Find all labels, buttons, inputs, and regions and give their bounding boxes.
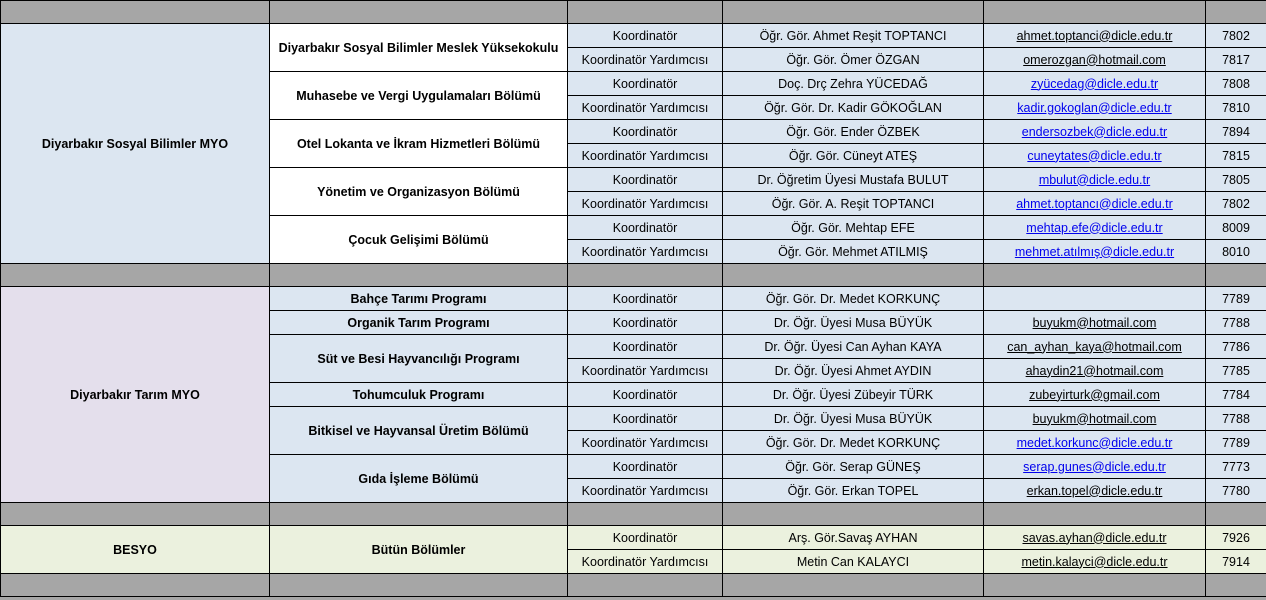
role-cell: Koordinatör Yardımcısı (568, 192, 723, 216)
email-cell[interactable] (984, 431, 1206, 455)
program-cell: Bitkisel ve Hayvansal Üretim Bölümü (270, 407, 568, 455)
ext-cell: 7802 (1206, 192, 1266, 216)
email-link[interactable]: buyukm@hotmail.com (1032, 411, 1157, 426)
table-row (1, 24, 1266, 48)
email-cell[interactable] (984, 192, 1206, 216)
program-cell: Organik Tarım Programı (270, 311, 568, 335)
role-cell: Koordinatör Yardımcısı (568, 359, 723, 383)
email-link[interactable]: endersozbek@dicle.edu.tr (1021, 124, 1168, 139)
person-cell: Öğr. Gör. Mehtap EFE (723, 216, 984, 240)
email-cell[interactable] (984, 407, 1206, 431)
role-cell: Koordinatör (568, 383, 723, 407)
person-cell: Öğr. Gör. Ahmet Reşit TOPTANCI (723, 24, 984, 48)
email-link[interactable]: ahmet.toptancı@dicle.edu.tr (1016, 196, 1173, 211)
email-cell[interactable] (984, 479, 1206, 503)
role-cell: Koordinatör (568, 335, 723, 359)
email-link[interactable]: mbulut@dicle.edu.tr (1038, 172, 1151, 187)
email-cell[interactable] (984, 24, 1206, 48)
role-cell: Koordinatör (568, 24, 723, 48)
person-cell: Öğr. Gör. Serap GÜNEŞ (723, 455, 984, 479)
person-cell: Dr. Öğr. Üyesi Musa BÜYÜK (723, 407, 984, 431)
email-cell[interactable] (984, 48, 1206, 72)
email-link[interactable]: ahaydin21@hotmail.com (1025, 363, 1164, 378)
person-cell: Öğr. Gör. Dr. Medet KORKUNÇ (723, 431, 984, 455)
person-cell: Öğr. Gör. Ömer ÖZGAN (723, 48, 984, 72)
ext-cell: 7789 (1206, 431, 1266, 455)
email-cell[interactable] (984, 383, 1206, 407)
program-cell: Bütün Bölümler (270, 526, 568, 574)
program-cell: Çocuk Gelişimi Bölümü (270, 216, 568, 264)
separator-row (1, 574, 1266, 597)
email-link[interactable]: buyukm@hotmail.com (1032, 315, 1157, 330)
email-cell[interactable] (984, 240, 1206, 264)
ext-cell: 7786 (1206, 335, 1266, 359)
email-cell[interactable] (984, 168, 1206, 192)
email-cell[interactable] (984, 526, 1206, 550)
ext-cell: 7815 (1206, 144, 1266, 168)
person-cell: Dr. Öğr. Üyesi Zübeyir TÜRK (723, 383, 984, 407)
email-link[interactable]: kadir.gokoglan@dicle.edu.tr (1017, 100, 1172, 115)
email-cell[interactable] (984, 72, 1206, 96)
role-cell: Koordinatör (568, 311, 723, 335)
program-cell: Otel Lokanta ve İkram Hizmetleri Bölümü (270, 120, 568, 168)
ext-cell: 7926 (1206, 526, 1266, 550)
role-cell: Koordinatör (568, 168, 723, 192)
ext-cell: 7802 (1206, 24, 1266, 48)
person-cell: Dr. Öğr. Üyesi Ahmet AYDIN (723, 359, 984, 383)
unit-cell: Diyarbakır Tarım MYO (1, 287, 270, 503)
email-link[interactable]: can_ayhan_kaya@hotmail.com (1007, 339, 1182, 354)
role-cell: Koordinatör Yardımcısı (568, 550, 723, 574)
email-link[interactable]: erkan.topel@dicle.edu.tr (1026, 483, 1163, 498)
ext-cell: 7894 (1206, 120, 1266, 144)
email-link[interactable]: omerozgan@hotmail.com (1023, 52, 1166, 67)
table-row (1, 287, 1266, 311)
table-row (1, 526, 1266, 550)
person-cell: Öğr. Gör. Ender ÖZBEK (723, 120, 984, 144)
program-cell: Bahçe Tarımı Programı (270, 287, 568, 311)
unit-cell: BESYO (1, 526, 270, 574)
separator-row (1, 503, 1266, 526)
role-cell: Koordinatör Yardımcısı (568, 479, 723, 503)
email-link[interactable]: zyücedag@dicle.edu.tr (1030, 76, 1159, 91)
ext-cell: 7914 (1206, 550, 1266, 574)
role-cell: Koordinatör (568, 526, 723, 550)
role-cell: Koordinatör (568, 120, 723, 144)
person-cell: Metin Can KALAYCI (723, 550, 984, 574)
person-cell: Dr. Öğretim Üyesi Mustafa BULUT (723, 168, 984, 192)
ext-cell: 7785 (1206, 359, 1266, 383)
role-cell: Koordinatör Yardımcısı (568, 431, 723, 455)
role-cell: Koordinatör (568, 455, 723, 479)
email-link[interactable]: medet.korkunc@dicle.edu.tr (1016, 435, 1173, 450)
email-link[interactable]: ahmet.toptanci@dicle.edu.tr (1016, 28, 1173, 43)
email-cell[interactable] (984, 335, 1206, 359)
person-cell: Öğr. Gör. Dr. Medet KORKUNÇ (723, 287, 984, 311)
email-cell[interactable] (984, 311, 1206, 335)
person-cell: Öğr. Gör. Dr. Kadir GÖKOĞLAN (723, 96, 984, 120)
email-link[interactable]: cuneytates@dicle.edu.tr (1027, 148, 1162, 163)
unit-cell: Diyarbakır Sosyal Bilimler MYO (1, 24, 270, 264)
email-cell[interactable] (984, 144, 1206, 168)
role-cell: Koordinatör (568, 287, 723, 311)
program-cell: Süt ve Besi Hayvancılığı Programı (270, 335, 568, 383)
ext-cell: 8010 (1206, 240, 1266, 264)
separator-row (1, 1, 1266, 24)
person-cell: Arş. Gör.Savaş AYHAN (723, 526, 984, 550)
ext-cell: 7784 (1206, 383, 1266, 407)
ext-cell: 7780 (1206, 479, 1266, 503)
role-cell: Koordinatör Yardımcısı (568, 96, 723, 120)
email-cell[interactable] (984, 287, 1206, 311)
person-cell: Öğr. Gör. A. Reşit TOPTANCI (723, 192, 984, 216)
ext-cell: 7789 (1206, 287, 1266, 311)
person-cell: Doç. Drç Zehra YÜCEDAĞ (723, 72, 984, 96)
person-cell: Öğr. Gör. Cüneyt ATEŞ (723, 144, 984, 168)
email-cell[interactable] (984, 120, 1206, 144)
role-cell: Koordinatör Yardımcısı (568, 48, 723, 72)
ext-cell: 7810 (1206, 96, 1266, 120)
person-cell: Öğr. Gör. Erkan TOPEL (723, 479, 984, 503)
ext-cell: 7817 (1206, 48, 1266, 72)
program-cell: Yönetim ve Organizasyon Bölümü (270, 168, 568, 216)
email-link[interactable]: mehtap.efe@dicle.edu.tr (1026, 220, 1163, 235)
program-cell: Diyarbakır Sosyal Bilimler Meslek Yüksekokulu (270, 24, 568, 72)
ext-cell: 7788 (1206, 407, 1266, 431)
role-cell: Koordinatör (568, 72, 723, 96)
email-cell[interactable] (984, 216, 1206, 240)
ext-cell: 7788 (1206, 311, 1266, 335)
ext-cell: 7773 (1206, 455, 1266, 479)
email-link[interactable]: zubeyirturk@gmail.com (1029, 387, 1160, 402)
separator-row (1, 264, 1266, 287)
role-cell: Koordinatör (568, 407, 723, 431)
program-cell: Muhasebe ve Vergi Uygulamaları Bölümü (270, 72, 568, 120)
ext-cell: 8009 (1206, 216, 1266, 240)
ext-cell: 7808 (1206, 72, 1266, 96)
ext-cell: 7805 (1206, 168, 1266, 192)
program-cell: Tohumculuk Programı (270, 383, 568, 407)
person-cell: Öğr. Gör. Mehmet ATILMIŞ (723, 240, 984, 264)
email-link[interactable]: savas.ayhan@dicle.edu.tr (1022, 530, 1167, 545)
role-cell: Koordinatör (568, 216, 723, 240)
role-cell: Koordinatör Yardımcısı (568, 144, 723, 168)
email-cell[interactable] (984, 455, 1206, 479)
email-cell[interactable] (984, 96, 1206, 120)
person-cell: Dr. Öğr. Üyesi Musa BÜYÜK (723, 311, 984, 335)
email-link[interactable]: metin.kalayci@dicle.edu.tr (1021, 554, 1168, 569)
email-link[interactable]: serap.gunes@dicle.edu.tr (1023, 459, 1166, 474)
email-cell[interactable] (984, 550, 1206, 574)
person-cell: Dr. Öğr. Üyesi Can Ayhan KAYA (723, 335, 984, 359)
program-cell: Gıda İşleme Bölümü (270, 455, 568, 503)
email-link[interactable]: mehmet.atılmış@dicle.edu.tr (1014, 244, 1175, 259)
role-cell: Koordinatör Yardımcısı (568, 240, 723, 264)
email-cell[interactable] (984, 359, 1206, 383)
